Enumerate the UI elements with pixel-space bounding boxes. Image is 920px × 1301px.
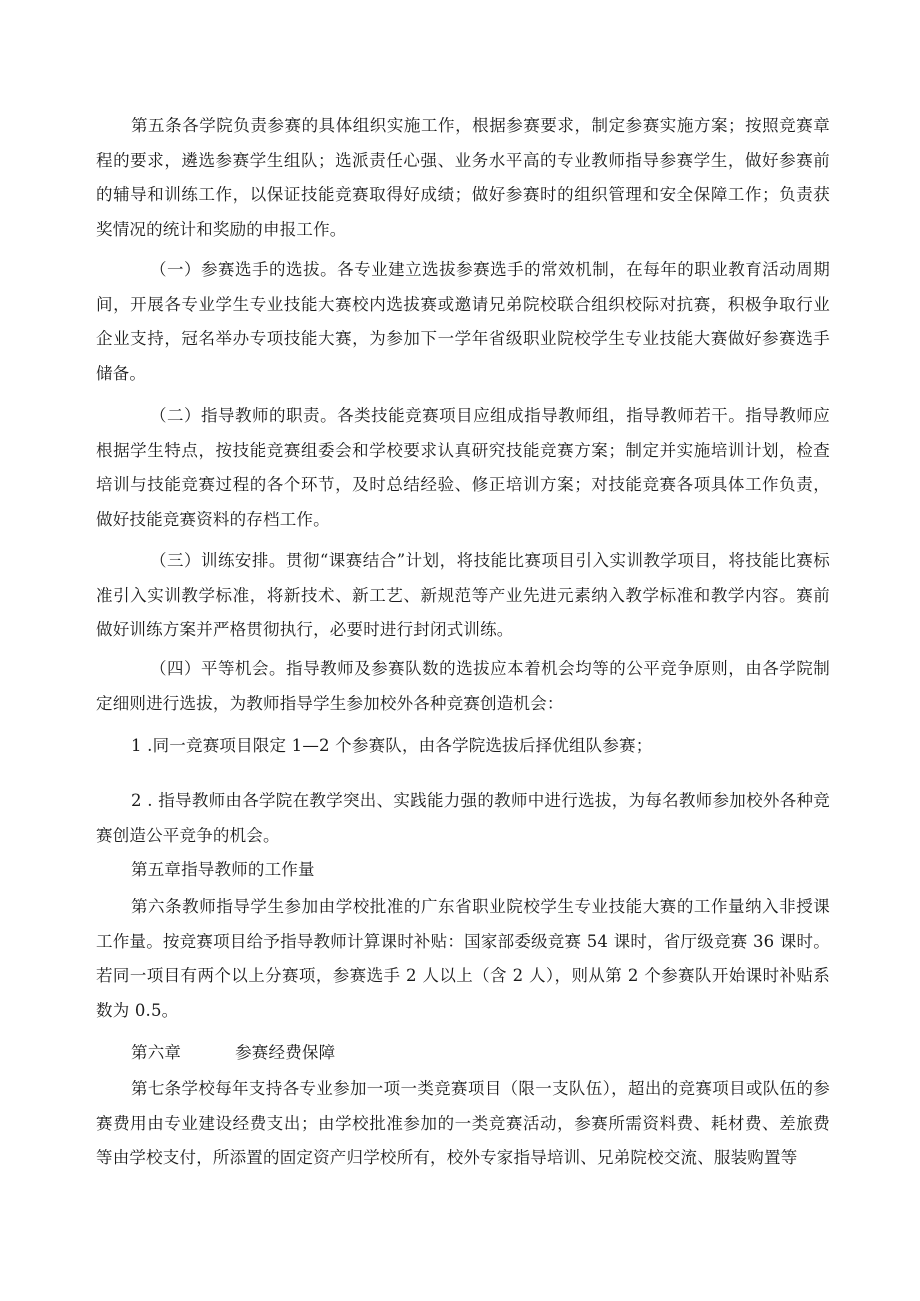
item-3-paragraph: （三）训练安排。贯彻“课赛结合”计划，将技能比赛项目引入实训教学项目，将技能比赛标准引入实训教学标准，将新技术、新工艺、新规范等产业先进元素纳入教学标准和教学内容。赛前做好训练方案并严格贯彻执行，必要时进行封闭式训练。 (96, 551, 830, 639)
article-6-paragraph: 第六条教师指导学生参加由学校批准的广东省职业院校学生专业技能大赛的工作量纳入非授课工作量。按竞赛项目给予指导教师计算课时补贴：国家部委级竞赛 54 课时，省厅级竞赛 36 课时。若同一项目有两个以上分赛项，参赛选手 2 人以上（含 2 人），则从第 2 个参赛队开始课时补贴系数为 0.5。 (96, 897, 830, 1020)
chapter-6-heading (96, 1036, 830, 1071)
article-7-paragraph: 第七条学校每年支持各专业参加一项一类竞赛项目（限一支队伍），超出的竞赛项目或队伍的参赛费用由专业建设经费支出；由学校批准参加的一类竞赛活动，参赛所需资料费、耗材费、差旅费等由学校支付，所添置的固定资产归学校所有，校外专家指导培训、兄弟院校交流、服装购置等 (96, 1079, 830, 1167)
chapter-6-number: 第六章 (131, 1043, 182, 1062)
article-5-paragraph: 第五条各学院负责参赛的具体组织实施工作，根据参赛要求，制定参赛实施方案；按照竞赛章程的要求，遴选参赛学生组队；选派责任心强、业务水平高的专业教师指导参赛学生，做好参赛前的辅导和训练工作，以保证技能竞赛取得好成绩；做好参赛时的组织管理和安全保障工作；负责获奖情况的统计和奖励的申报工作。 (96, 116, 830, 239)
item-2-paragraph: （二）指导教师的职责。各类技能竞赛项目应组成指导教师组，指导教师若干。指导教师应根据学生特点，按技能竞赛组委会和学校要求认真研究技能竞赛方案；制定并实施培训计划，检查培训与技能竞赛过程的各个环节，及时总结经验、修正培训方案；对技能竞赛各项具体工作负责，做好技能竞赛资料的存档工作。 (96, 406, 830, 529)
point-1-paragraph: 1 .同一竞赛项目限定 1—2 个参赛队，由各学院选拔后择优组队参赛； (131, 736, 653, 755)
point-2-paragraph: 2 . 指导教师由各学院在教学突出、实践能力强的教师中进行选拔，为每名教师参加校外各种竞赛创造公平竞争的机会。 (96, 791, 830, 845)
item-1-paragraph: （一）参赛选手的选拔。各专业建立选拔参赛选手的常效机制，在每年的职业教育活动周期间，开展各专业学生专业技能大赛校内选拔赛或邀请兄弟院校联合组织校际对抗赛，积极争取行业企业支持，冠名举办专项技能大赛，为参加下一学年省级职业院校学生专业技能大赛做好参赛选手储备。 (96, 260, 830, 383)
chapter-6-title: 参赛经费保障 (235, 1043, 336, 1062)
item-4-paragraph: （四）平等机会。指导教师及参赛队数的选拔应本着机会均等的公平竞争原则，由各学院制定细则进行选拔，为教师指导学生参加校外各种竞赛创造机会： (96, 659, 830, 713)
chapter-5-heading: 第五章指导教师的工作量 (131, 860, 315, 879)
